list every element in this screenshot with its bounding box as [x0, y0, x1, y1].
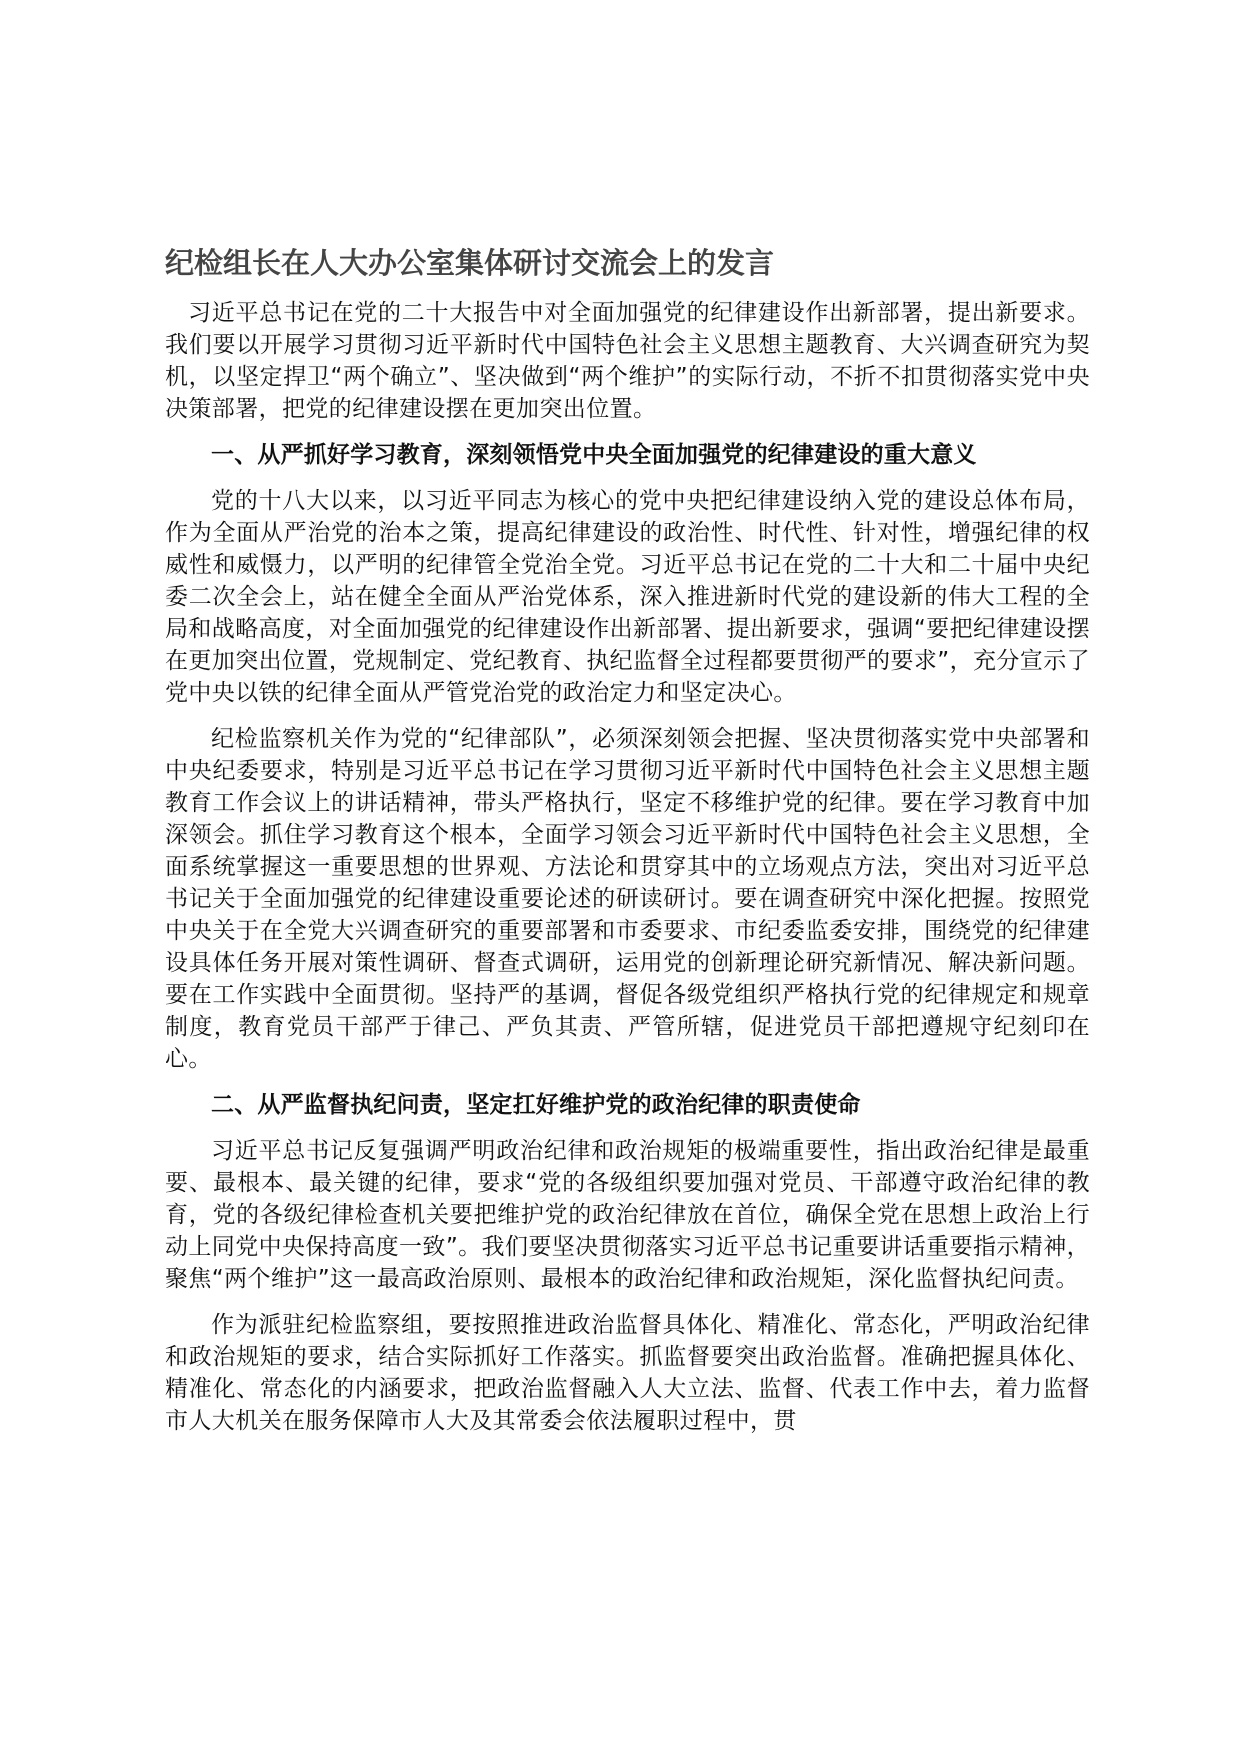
section-1-paragraph-2: 纪检监察机关作为党的“纪律部队”，必须深刻领会把握、坚决贯彻落实党中央部署和中央纪委要求，特别是习近平总书记在学习贯彻习近平新时代中国特色社会主义思想主题教育工作会议上的讲话精神，带头严格执行，坚定不移维护党的纪律。要在学习教育中加深领会。抓住学习教育这个根本，全面学习领会习近平新时代中国特色社会主义思想，全面系统掌握这一重要思想的世界观、方法论和贯穿其中的立场观点方法，突出对习近平总书记关于全面加强党的纪律建设重要论述的研读研讨。要在调查研究中深化把握。按照党中央关于在全党大兴调查研究的重要部署和市委要求、市纪委监委安排，围绕党的纪律建设具体任务开展对策性调研、督查式调研，运用党的创新理论研究新情况、解决新问题。要在工作实践中全面贯彻。坚持严的基调，督促各级党组织严格执行党的纪律规定和规章制度，教育党员干部严于律己、严负其责、严管所辖，促进党员干部把遵规守纪刻印在心。 [165, 726, 1090, 1072]
document-title: 纪检组长在人大办公室集体研讨交流会上的发言 [165, 246, 775, 280]
section-2-paragraph-1: 习近平总书记反复强调严明政治纪律和政治规矩的极端重要性，指出政治纪律是最重要、最根本、最关键的纪律，要求“党的各级组织要加强对党员、干部遵守政治纪律的教育，党的各级纪律检查机关要把维护党的政治纪律放在首位，确保全党在思想上政治上行动上同党中央保持高度一致”。我们要坚决贯彻落实习近平总书记重要讲话重要指示精神，聚焦“两个维护”这一最高政治原则、最根本的政治纪律和政治规矩，深化监督执纪问责。 [165, 1138, 1090, 1292]
section-2-heading: 二、从严监督执纪问责，坚定扛好维护党的政治纪律的职责使命 [211, 1092, 861, 1118]
intro-paragraph: 习近平总书记在党的二十大报告中对全面加强党的纪律建设作出新部署，提出新要求。我们要以开展学习贯彻习近平新时代中国特色社会主义思想主题教育、大兴调查研究为契机，以坚定捍卫“两个确立”、坚决做到“两个维护”的实际行动，不折不扣贯彻落实党中央决策部署，把党的纪律建设摆在更加突出位置。 [165, 300, 1090, 422]
section-2-paragraph-2: 作为派驻纪检监察组，要按照推进政治监督具体化、精准化、常态化，严明政治纪律和政治规矩的要求，结合实际抓好工作落实。抓监督要突出政治监督。准确把握具体化、精准化、常态化的内涵要求，把政治监督融入人大立法、监督、代表工作中去，着力监督市人大机关在服务保障市人大及其常委会依法履职过程中，贯 [165, 1312, 1090, 1434]
section-1-paragraph-1: 党的十八大以来，以习近平同志为核心的党中央把纪律建设纳入党的建设总体布局，作为全面从严治党的治本之策，提高纪律建设的政治性、时代性、针对性，增强纪律的权威性和威慑力，以严明的纪律管全党治全党。习近平总书记在党的二十大和二十届中央纪委二次全会上，站在健全全面从严治党体系，深入推进新时代党的建设新的伟大工程的全局和战略高度，对全面加强党的纪律建设作出新部署、提出新要求，强调“要把纪律建设摆在更加突出位置，党规制定、党纪教育、执纪监督全过程都要贯彻严的要求”，充分宣示了党中央以铁的纪律全面从严管党治党的政治定力和坚定决心。 [165, 488, 1090, 706]
section-1-heading: 一、从严抓好学习教育，深刻领悟党中央全面加强党的纪律建设的重大意义 [211, 442, 977, 468]
document-page [165, 243, 1090, 1437]
